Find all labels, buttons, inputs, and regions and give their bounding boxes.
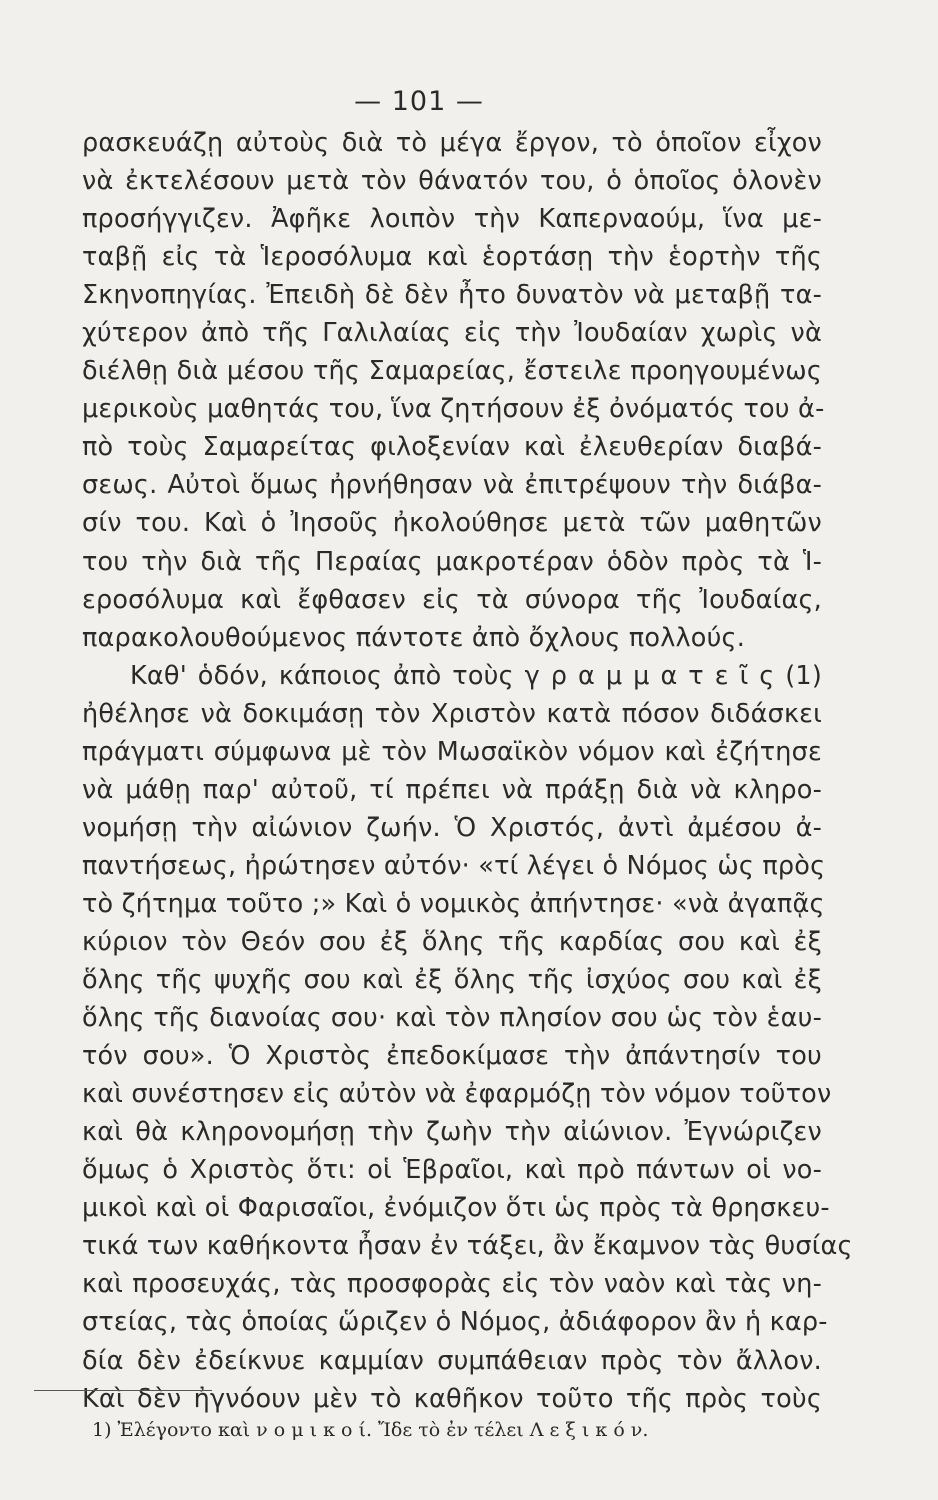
text-line: ρασκευάζῃ αὐτοὺς διὰ τὸ μέγα ἔργον, τὸ ὁποῖον εἶχον [82, 128, 822, 158]
text-line: δία δὲν ἐδείκνυε καμμίαν συμπάθειαν πρὸς τὸν ἄλλον. [82, 1345, 822, 1376]
text-line: νὰ μάθῃ παρ' αὐτοῦ, τί πρέπει νὰ πράξῃ διὰ νὰ κληρο- [82, 774, 822, 805]
text-line: τόν σου». Ὁ Χριστὸς ἐπεδοκίμασε τὴν ἀπάντησίν του [82, 1041, 822, 1072]
text-line: ὅλης τῆς ψυχῆς σου καὶ ἐξ ὅλης τῆς ἰσχύος σου καὶ ἐξ [82, 965, 822, 996]
text-line: καὶ προσευχάς, τὰς προσφορὰς εἰς τὸν ναὸν καὶ τὰς νη- [82, 1269, 822, 1300]
text-line: χύτερον ἀπὸ τῆς Γαλιλαίας εἰς τὴν Ἰουδαίαν χωρὶς νὰ [82, 318, 822, 349]
text-line: του τὴν διὰ τῆς Περαίας μακροτέραν ὁδὸν πρὸς τὰ Ἱ- [82, 546, 822, 577]
text-line: τικά των καθήκοντα ἦσαν ἐν τάξει, ἂν ἔκαμνον τὰς θυσίας [82, 1231, 853, 1262]
text-line: καὶ συνέστησεν εἰς αὐτὸν νὰ ἐφαρμόζῃ τὸν νόμον τοῦτον [82, 1079, 832, 1110]
text-line: νὰ ἐκτελέσουν μετὰ τὸν θάνατόν του, ὁ ὁποῖος ὁλονὲν [82, 166, 822, 197]
footnote: 1) Ἐλέγοντο καὶ ν ο μ ι κ ο ί. Ἴδε τὸ ἐν τέλει Λ ε ξ ι κ ό ν. [92, 1419, 649, 1441]
text-line: Καὶ δὲν ἠγνόουν μὲν τὸ καθῆκον τοῦτο τῆς πρὸς τοὺς [82, 1383, 822, 1414]
text-line: ἠθέλησε νὰ δοκιμάσῃ τὸν Χριστὸν κατὰ πόσον διδάσκει [82, 698, 822, 729]
text-line: πὸ τοὺς Σαμαρείτας φιλοξενίαν καὶ ἐλευθερίαν διαβά- [82, 432, 822, 463]
page-number: — 101 — [354, 86, 484, 117]
text-line: τὸ ζήτημα τοῦτο ;» Καὶ ὁ νομικὸς ἀπήντησε· «νὰ ἀγαπᾷς [82, 888, 825, 919]
text-line: καὶ θὰ κληρονομήσῃ τὴν ζωὴν τὴν αἰώνιον. Ἐγνώριζεν [82, 1117, 822, 1148]
text-line: παρακολουθούμενος πάντοτε ἀπὸ ὄχλους πολλούς. [82, 622, 745, 653]
text-line: κύριον τὸν Θεόν σου ἐξ ὅλης τῆς καρδίας σου καὶ ἐξ [82, 926, 822, 957]
text-line: ταβῇ εἰς τὰ Ἱεροσόλυμα καὶ ἑορτάσῃ τὴν ἑορτὴν τῆς [82, 242, 822, 273]
footnote-divider [34, 1390, 212, 1391]
text-line: πράγματι σύμφωνα μὲ τὸν Μωσαϊκὸν νόμον καὶ ἐζήτησε [82, 736, 822, 767]
text-line: ὅλης τῆς διανοίας σου· καὶ τὸν πλησίον σου ὡς τὸν ἑαυ- [82, 1003, 822, 1034]
text-line: Καθ' ὁδόν, κάποιος ἀπὸ τοὺς γ ρ α μ μ α τ ε ῖ ς (1) [130, 660, 822, 691]
text-line: μικοὶ καὶ οἱ Φαρισαῖοι, ἐνόμιζον ὅτι ὡς πρὸς τὰ θρησκευ- [82, 1193, 830, 1224]
text-line: προσήγγιζεν. Ἀφῆκε λοιπὸν τὴν Καπερναούμ, ἵνα με- [82, 204, 822, 235]
text-line: διέλθῃ διὰ μέσου τῆς Σαμαρείας, ἔστειλε προηγουμένως [82, 356, 822, 387]
text-line: στείας, τὰς ὁποίας ὥριζεν ὁ Νόμος, ἀδιάφορον ἂν ἡ καρ- [82, 1307, 828, 1338]
text-line: Σκηνοπηγίας. Ἐπειδὴ δὲ δὲν ἦτο δυνατὸν νὰ μεταβῇ τα- [82, 280, 822, 311]
text-line: παντήσεως, ἠρώτησεν αὐτόν· «τί λέγει ὁ Νόμος ὡς πρὸς [82, 850, 826, 881]
text-line: εροσόλυμα καὶ ἔφθασεν εἰς τὰ σύνορα τῆς Ἰουδαίας, [82, 584, 822, 615]
text-line: μερικοὺς μαθητάς του, ἵνα ζητήσουν ἐξ ὀνόματός του ἀ- [82, 394, 825, 425]
text-line: νομήσῃ τὴν αἰώνιον ζωήν. Ὁ Χριστός, ἀντὶ ἀμέσου ἀ- [82, 812, 822, 843]
text-line: σίν του. Καὶ ὁ Ἰησοῦς ἠκολούθησε μετὰ τῶν μαθητῶν [82, 508, 822, 539]
text-line: σεως. Αὐτοὶ ὅμως ἠρνήθησαν νὰ ἐπιτρέψουν τὴν διάβα- [82, 470, 822, 501]
body-text [82, 124, 853, 1418]
text-line: ὅμως ὁ Χριστὸς ὅτι: οἱ Ἑβραῖοι, καὶ πρὸ πάντων οἱ νο- [82, 1155, 822, 1186]
